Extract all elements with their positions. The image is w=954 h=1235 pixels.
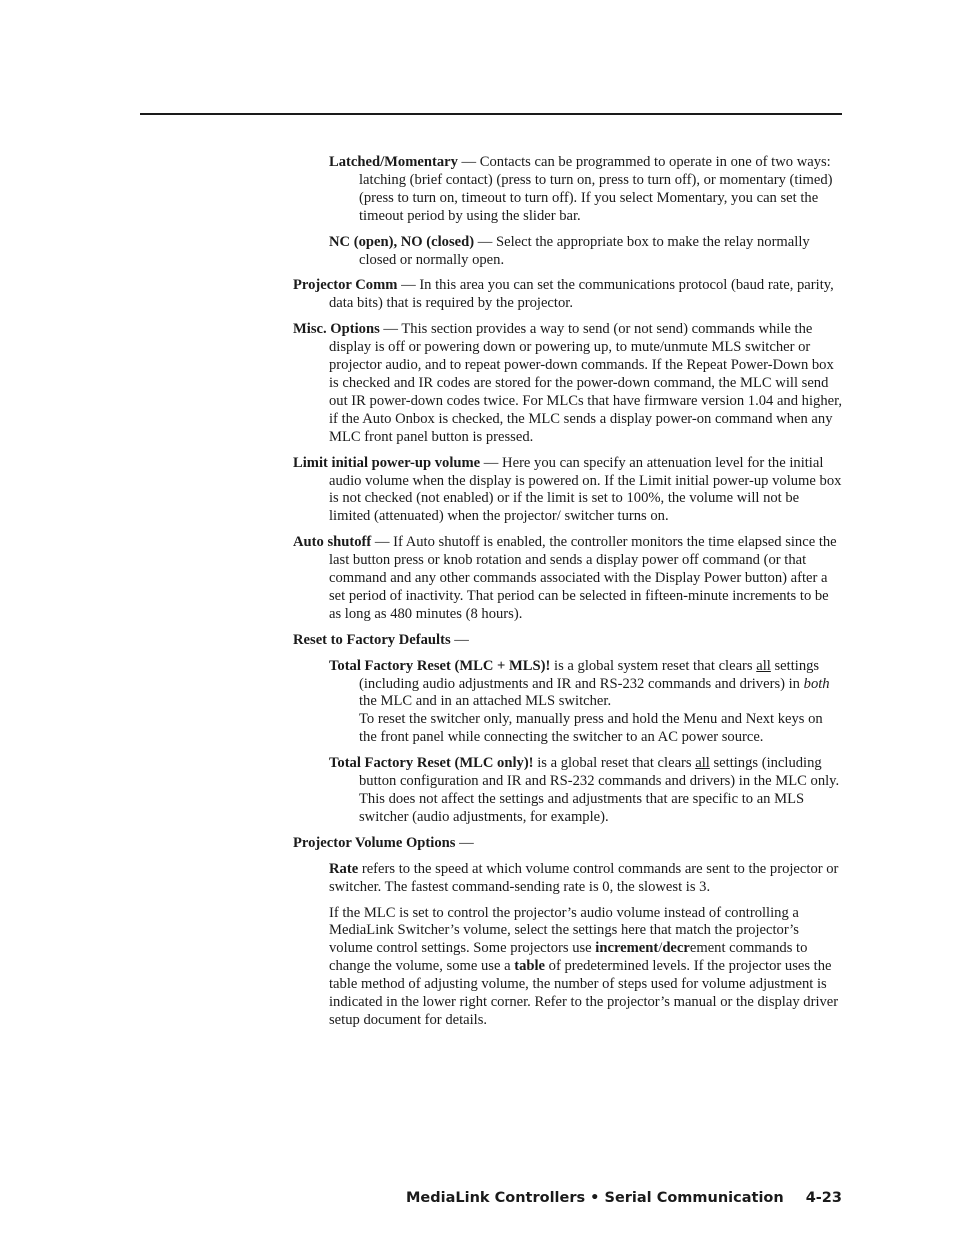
page-number: 4-23 bbox=[805, 1190, 842, 1206]
paragraph-nc-no: NC (open), NO (closed) — Select the appropriate box to make the relay normally closed or normally open. bbox=[329, 233, 810, 268]
term-volume-options: Projector Volume Options bbox=[293, 834, 456, 851]
paragraph-rate: Rate refers to the speed at which volume control commands are sent to the projector or switcher. The fastest command-sending rate is 0, the slowest is 3. bbox=[329, 860, 839, 895]
paragraph-reset-mlc-mls: Total Factory Reset (MLC + MLS)! is a global system reset that clears all settings (including audio adjustments and IR and RS-232 commands and drivers) in both the MLC and in an attached MLS switcher. bbox=[329, 657, 830, 710]
term-rate: Rate bbox=[329, 860, 359, 877]
paragraph-projector-comm: Projector Comm — In this area you can set the communications protocol (baud rate, parity, data bits) that is required by the projector. bbox=[293, 277, 834, 312]
term-limit-volume: Limit initial power-up volume bbox=[293, 454, 481, 471]
term-latched-momentary: Latched/Momentary bbox=[329, 154, 458, 170]
paragraph-limit-volume: Limit initial power-up volume — Here you can specify an attenuation level for the initial audio volume when the display is powered on. If the Limit initial power-up volume box is not checked (not enabled) or if the limit is set to 100%, the volume will not be limited (attenuated) when the projector/ switcher turns on. bbox=[293, 454, 842, 525]
paragraph-reset-mlc-only: Total Factory Reset (MLC only)! is a global reset that clears all settings (including button configuration and IR and RS-232 commands and drivers) in the MLC only. This does not affect the settings and adjustments that are specific to an MLS switcher (audio adjustments, for example). bbox=[329, 755, 840, 825]
term-reset-defaults: Reset to Factory Defaults bbox=[293, 631, 451, 648]
term-projector-comm: Projector Comm bbox=[293, 277, 398, 294]
paragraph-auto-shutoff: Auto shutoff — If Auto shutoff is enabled, the controller monitors the time elapsed since the last button press or knob rotation and sends a display power off command (or that command and any other commands associated with the Display Power button) after a set period of inactivity. That period can be selected in fifteen-minute increments to be as long as 480 minutes (8 hours). bbox=[293, 534, 837, 622]
page-footer bbox=[406, 1190, 842, 1208]
heading-volume-options: Projector Volume Options — bbox=[293, 834, 474, 851]
paragraph-misc-options: Misc. Options — This section provides a way to send (or not send) commands while the display is off or powering down or powering up, to mute/unmute MLS switcher or projector audio, and to repeat power-down commands. If the Repeat Power-Down box is checked and IR codes are stored for the power-down command, the MLC will send out IR power-down codes twice. For MLCs that have firmware version 1.04 and higher, if the Auto Onbox is checked, the MLC sends a display power-on command when any MLC front panel button is pressed. bbox=[293, 321, 843, 445]
term-auto-shutoff: Auto shutoff bbox=[293, 534, 372, 551]
page-body bbox=[293, 154, 843, 1030]
term-nc-no: NC (open), NO (closed) bbox=[329, 233, 475, 250]
footer-title: MediaLink Controllers • Serial Communication bbox=[405, 1190, 784, 1206]
term-misc-options: Misc. Options bbox=[293, 321, 380, 338]
paragraph-latched-momentary: Latched/Momentary — Contacts can be programmed to operate in one of two ways: latching (brief contact) (press to turn on, press to turn off), or momentary (timed) (press to turn on, timeout to turn off). If you select Momentary, you can set the timeout period by using the slider bar. bbox=[329, 154, 833, 224]
paragraph-volume-detail: If the MLC is set to control the projector’s audio volume instead of controlling a MediaLink Switcher’s volume, select the settings here that match the projector’s volume control settings. Some projectors use increment/decrement commands to change the volume, some use a table of predetermined levels. If the projector uses the table method of adjusting volume, the number of steps used for volume adjustment is indicated in the lower right corner. Refer to the projector’s manual or the display driver setup document for details. bbox=[329, 904, 839, 1028]
header-rule bbox=[140, 113, 842, 115]
heading-reset-defaults: Reset to Factory Defaults — bbox=[293, 631, 469, 648]
term-reset-mlc-only: Total Factory Reset (MLC only)! bbox=[329, 755, 534, 772]
paragraph-reset-switcher-only: To reset the switcher only, manually press and hold the Menu and Next keys on the front panel while connecting the switcher to an AC power source. bbox=[359, 711, 823, 746]
term-reset-mlc-mls: Total Factory Reset (MLC + MLS)! bbox=[329, 657, 551, 674]
